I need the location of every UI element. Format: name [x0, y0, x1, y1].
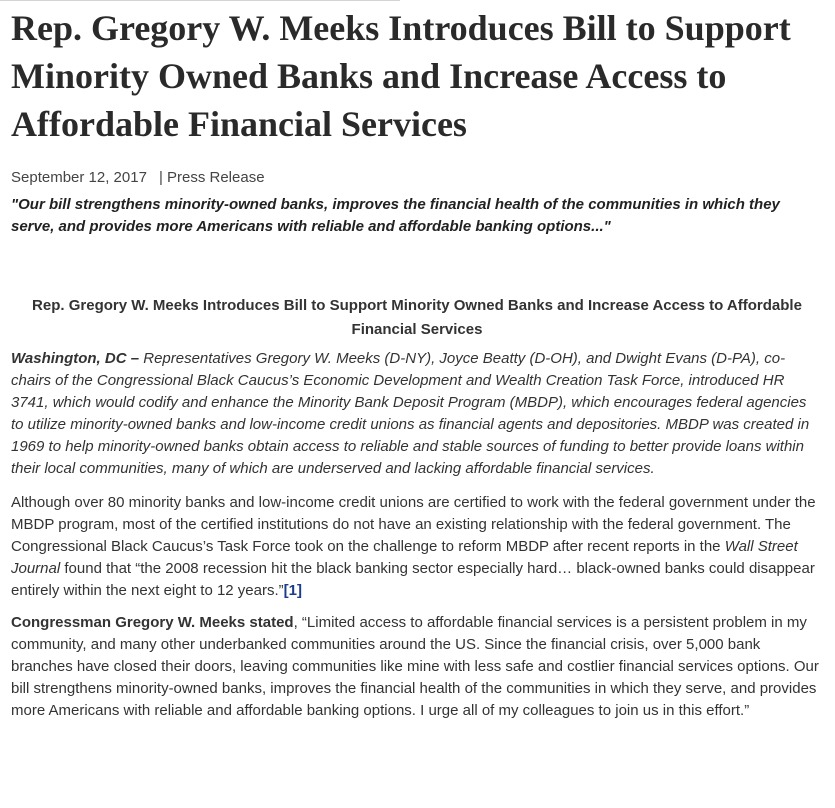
article-subheading: Rep. Gregory W. Meeks Introduces Bill to Support Minority Owned Banks and Increase Access to Affordable Financial Services: [32, 297, 802, 338]
body-paragraph-1: [11, 348, 823, 480]
paragraph-1-text: Representatives Gregory W. Meeks (D-NY), Joyce Beatty (D-OH), and Dwight Evans (D-PA), co-chairs of the Congressional Black Caucus’s Economic Development and Wealth Creation Task Force, introduced HR 3741, which would codify and enhance the Minority Bank Deposit Program (MBDP), which encourages federal agencies to utilize minority-owned banks and low-income credit unions as financial agents and depositories. MBDP was created in 1969 to help minority-owned banks obtain access to reliable and stable sources of funding to better provide loans within their local communities, many of which are underserved and lacking affordable financial services.: [11, 350, 810, 477]
publication-name: Wall Street Journal: [11, 538, 798, 577]
article-meta: [11, 169, 825, 187]
paragraph-2-text-end: found that “the 2008 recession hit the black banking sector especially hard… black-owned banks could disappear entirely within the next eight to 12 years.”: [11, 560, 815, 599]
press-release-article: [11, 0, 825, 722]
footnote-link[interactable]: [1]: [283, 582, 302, 599]
article-title: Rep. Gregory W. Meeks Introduces Bill to Support Minority Owned Banks and Increase Access to Affordable Financial Services: [11, 8, 791, 144]
publish-date: September 12, 2017: [11, 169, 147, 186]
release-category: | Press Release: [158, 169, 265, 186]
paragraph-2-text-start: Although over 80 minority banks and low-income credit unions are certified to work with the federal government under the MBDP program, most of the certified institutions do not have an existing relationship with the federal government. The Congressional Black Caucus’s Task Force took on the challenge to reform MBDP after recent reports in the: [11, 494, 816, 555]
dateline: Washington, DC –: [11, 350, 140, 367]
paragraph-3-text: , “Limited access to affordable financial services is a persistent problem in my community, and many other underbanked communities around the US. Since the financial crisis, over 5,000 bank branches have closed their doors, leaving communities like mine with less safe and costlier financial services options. Our bill strengthens minority-owned banks, improves the financial health of the communities in which they serve, and provides more Americans with reliable and affordable banking options. I urge all of my colleagues to join us in this effort.”: [11, 614, 819, 719]
quote-attribution: Congressman Gregory W. Meeks stated: [11, 614, 294, 631]
article-summary-quote: "Our bill strengthens minority-owned banks, improves the financial health of the communities in which they serve, and provides more Americans with reliable and affordable banking options...": [11, 196, 780, 235]
body-paragraph-2: [11, 492, 823, 602]
body-paragraph-3: [11, 612, 823, 722]
